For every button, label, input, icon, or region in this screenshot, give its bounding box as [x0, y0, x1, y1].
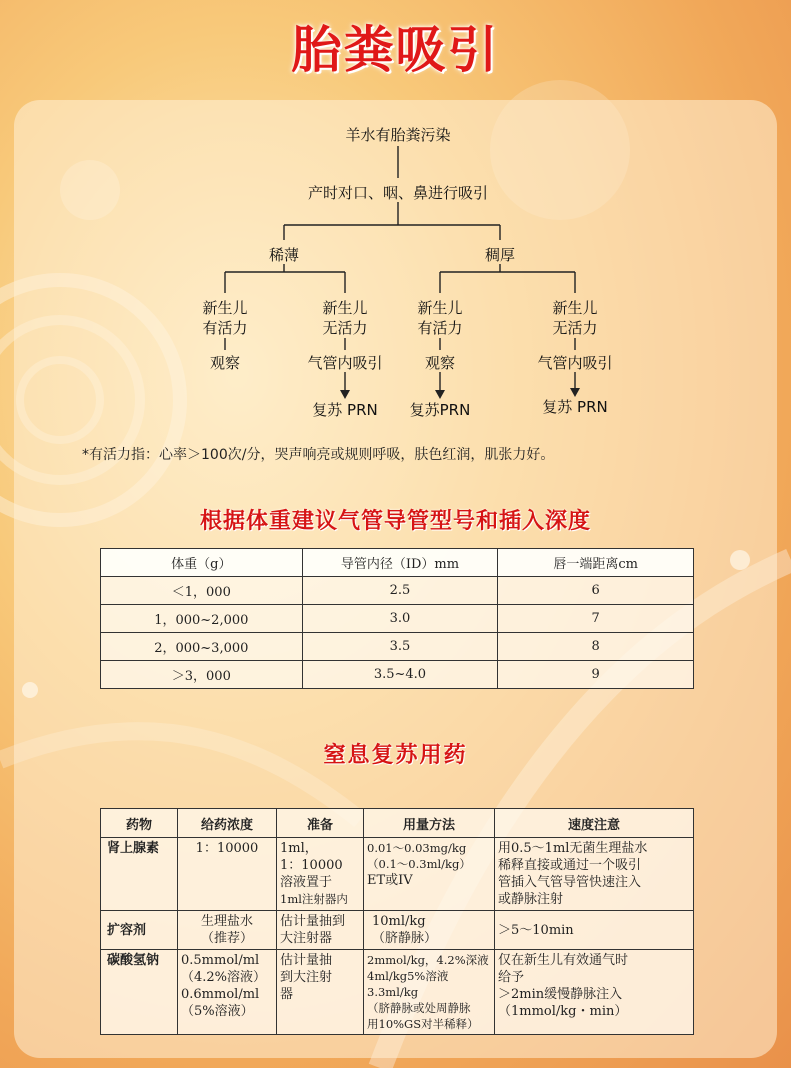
cell-depth: 6	[498, 577, 694, 605]
flow-b2-line2: 无活力	[322, 319, 368, 337]
cell-line: 仅在新生儿有效通气时	[498, 953, 629, 968]
cell-concentration	[178, 911, 277, 950]
cell-depth: 9	[498, 661, 694, 689]
cell-line: 或静脉注射	[498, 892, 564, 907]
flow-b1-line1: 新生儿	[202, 299, 248, 317]
cell-line: 0.6mmol/ml	[181, 987, 260, 1002]
cell-preparation	[277, 950, 364, 1035]
cell-speed	[495, 911, 694, 950]
header-weight: 体重（g）	[101, 549, 303, 577]
cell-line: （1mmol/kg・min）	[498, 1004, 628, 1019]
cell-line: 估计量抽到	[280, 914, 346, 929]
cell-line: 稀释直接或通过一个吸引	[498, 858, 642, 873]
flow-b2-action: 气管内吸引	[307, 354, 383, 372]
cell-line: （5%溶液）	[181, 1004, 254, 1019]
header-tube-id: 导管内径（ID）mm	[302, 549, 498, 577]
flow-b2-resus: 复苏 PRN	[312, 401, 378, 419]
cell-dose	[364, 838, 495, 911]
cell-drug: 肾上腺素	[101, 838, 178, 911]
cell-line: （推荐）	[200, 931, 253, 946]
cell-dose	[364, 950, 495, 1035]
header-depth: 唇一端距离cm	[498, 549, 694, 577]
cell-line: 用10%GS对半稀释）	[367, 1017, 479, 1031]
cell-drug: 碳酸氢钠	[101, 950, 178, 1035]
cell-line: （4.2%溶液）	[181, 970, 267, 985]
table-header-row	[101, 809, 694, 838]
table-row	[101, 950, 694, 1035]
cell-weight: 2，000~3,000	[101, 633, 303, 661]
cell-drug: 扩容剂	[101, 911, 178, 950]
table-row	[101, 911, 694, 950]
cell-depth: 7	[498, 605, 694, 633]
section-title-tube-size: 根据体重建议气管导管型号和插入深度	[199, 509, 591, 534]
cell-speed	[495, 838, 694, 911]
cell-concentration	[178, 838, 277, 911]
cell-line: （脐静脉）	[372, 931, 438, 946]
header-preparation: 准备	[277, 809, 364, 838]
flow-b4-line2: 无活力	[552, 319, 598, 337]
cell-line: 给予	[498, 970, 525, 985]
header-concentration: 给药浓度	[178, 809, 277, 838]
cell-preparation	[277, 911, 364, 950]
cell-tube-id: 3.0	[302, 605, 498, 633]
flow-b3-action: 观察	[424, 354, 456, 372]
table-row	[101, 605, 694, 633]
header-drug: 药物	[101, 809, 178, 838]
cell-line: ＞5～10min	[498, 922, 574, 938]
flow-b3-line2: 有活力	[417, 319, 463, 337]
cell-line: 大注射器	[280, 931, 333, 946]
flow-node-meconium: 羊水有胎粪污染	[345, 126, 451, 144]
cell-tube-id: 2.5	[302, 577, 498, 605]
tube-size-table	[100, 548, 694, 689]
flow-node-thick: 稠厚	[484, 246, 516, 264]
cell-line: 10ml/kg	[372, 914, 426, 929]
cell-tube-id: 3.5	[302, 633, 498, 661]
table-header-row	[101, 549, 694, 577]
flow-b2-line1: 新生儿	[322, 299, 368, 317]
flow-b3-line1: 新生儿	[417, 299, 463, 317]
cell-preparation	[277, 838, 364, 911]
table-row	[101, 633, 694, 661]
cell-line: ET或IV	[367, 873, 413, 888]
table-row	[101, 577, 694, 605]
flow-node-suction: 产时对口、咽、鼻进行吸引	[307, 184, 489, 202]
cell-line: 4ml/kg5%溶液3.3ml/kg	[367, 969, 449, 999]
cell-depth: 8	[498, 633, 694, 661]
cell-line: 器	[280, 987, 294, 1002]
table-row	[101, 838, 694, 911]
cell-speed	[495, 950, 694, 1035]
cell-line: 0.01～0.03mg/kg	[367, 841, 467, 855]
vigor-note: *有活力指：心率＞100次/分，哭声响亮或规则呼吸，肤色红润，肌张力好。	[82, 447, 555, 463]
cell-dose	[364, 911, 495, 950]
cell-line: 到大注射	[280, 970, 333, 985]
cell-line: 0.5mmol/ml	[181, 953, 260, 968]
cell-line: 溶液置于	[280, 875, 333, 890]
cell-concentration	[178, 950, 277, 1035]
cell-weight: ＜1，000	[101, 577, 303, 605]
header-dose: 用量方法	[364, 809, 495, 838]
medication-table	[100, 808, 694, 1035]
flow-node-thin: 稀薄	[268, 246, 300, 264]
section-title-medications: 窒息复苏用药	[323, 743, 468, 768]
flow-b4-action: 气管内吸引	[537, 354, 613, 372]
cell-line: 1：10000	[195, 841, 259, 856]
cell-line: 1ml注射器内	[280, 892, 348, 906]
flow-b1-line2: 有活力	[202, 319, 248, 337]
cell-line: 1ml，	[280, 841, 318, 856]
cell-line: ＞2min缓慢静脉注入	[498, 987, 623, 1002]
cell-tube-id: 3.5~4.0	[302, 661, 498, 689]
cell-weight: ＞3，000	[101, 661, 303, 689]
flow-b3-resus: 复苏PRN	[409, 401, 471, 419]
header-speed: 速度注意	[495, 809, 694, 838]
flowchart	[0, 0, 791, 440]
cell-line: （脐静脉或处周静脉	[367, 1001, 471, 1015]
cell-line: 1：10000	[280, 858, 343, 873]
flow-b4-resus: 复苏 PRN	[542, 398, 608, 416]
cell-line: 管插入气管导管快速注入	[498, 875, 642, 890]
page-title: 胎粪吸引	[291, 21, 500, 79]
cell-line: 生理盐水	[200, 914, 253, 929]
cell-line: 2mmol/kg，4.2%深液	[367, 953, 489, 967]
flow-b4-line1: 新生儿	[552, 299, 598, 317]
cell-line: 用0.5～1ml无菌生理盐水	[498, 841, 648, 856]
table-row	[101, 661, 694, 689]
cell-weight: 1，000~2,000	[101, 605, 303, 633]
flow-b1-action: 观察	[209, 354, 241, 372]
cell-line: （0.1～0.3ml/kg）	[367, 857, 471, 871]
cell-line: 估计量抽	[280, 953, 333, 968]
